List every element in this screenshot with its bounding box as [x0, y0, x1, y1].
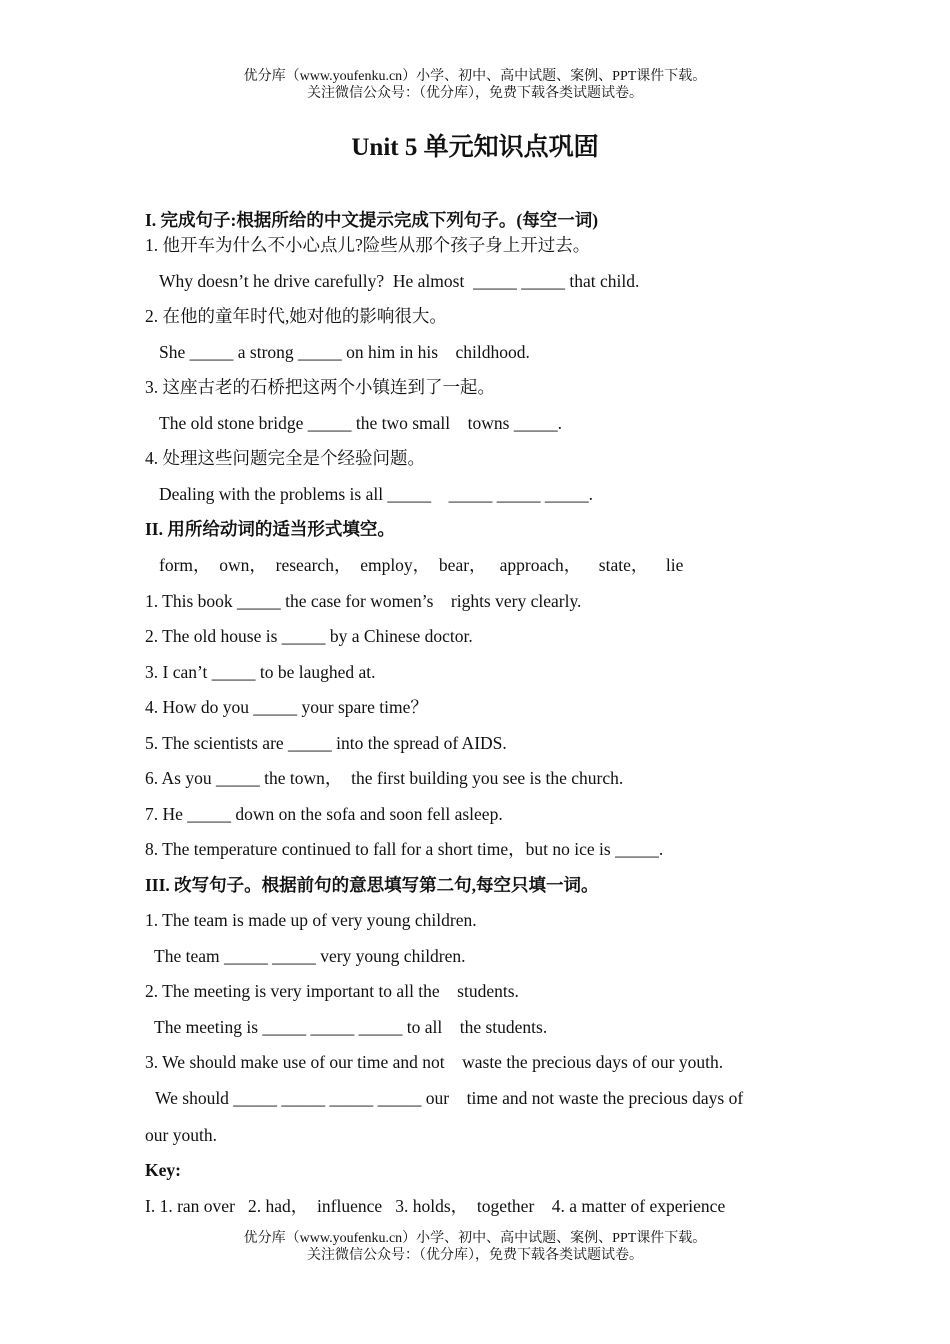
- section-3-q3-original: 3. We should make use of our time and not waste the precious days of our youth.: [145, 1052, 724, 1072]
- section-2-q7: 7. He _____ down on the sofa and soon fell asleep.: [145, 804, 503, 824]
- section-1-q1-english: Why doesn’t he drive carefully? He almost _____ _____ that child.: [159, 271, 640, 291]
- section-1-q2-english: She _____ a strong _____ on him in his childhood.: [159, 342, 530, 362]
- section-2-q2: 2. The old house is _____ by a Chinese doctor.: [145, 626, 473, 646]
- section-3-heading: III. 改写句子。根据前句的意思填写第二句,每空只填一词。: [145, 875, 599, 895]
- section-2-q1: 1. This book _____ the case for women’s rights very clearly.: [145, 591, 582, 611]
- section-2-q5: 5. The scientists are _____ into the spread of AIDS.: [145, 733, 507, 753]
- page-header: [0, 68, 950, 102]
- page-title: Unit 5 单元知识点巩固: [351, 134, 599, 161]
- section-2-q6: 6. As you _____ the town， the first building you see is the church.: [145, 768, 624, 788]
- section-1-q1-chinese: 1. 他开车为什么不小心点儿?险些从那个孩子身上开过去。: [145, 235, 591, 255]
- section-3-q1-rewrite: The team _____ _____ very young children.: [154, 946, 466, 966]
- section-3-q2-rewrite: The meeting is _____ _____ _____ to all the students.: [154, 1017, 548, 1037]
- section-3-q3-rewrite: We should _____ _____ _____ _____ our time and not waste the precious days of: [155, 1088, 744, 1108]
- page-footer: [0, 1230, 950, 1264]
- section-2-q4: 4. How do you _____ your spare time？: [145, 697, 428, 717]
- section-2-word-bank: form， own， research， employ， bear， approach， state， lie: [159, 555, 684, 575]
- header-line-1: 优分库（www.youfenku.cn）小学、初中、高中试题、案例、PPT课件下载。: [243, 69, 707, 84]
- section-3-q2-original: 2. The meeting is very important to all the students.: [145, 981, 519, 1001]
- section-2-heading: II. 用所给动词的适当形式填空。: [145, 519, 395, 539]
- section-2-q3: 3. I can’t _____ to be laughed at.: [145, 662, 376, 682]
- section-1-q4-english: Dealing with the problems is all _____ _____ _____ _____.: [159, 484, 594, 504]
- section-1-q2-chinese: 2. 在他的童年时代,她对他的影响很大。: [145, 306, 447, 326]
- answer-key-label: Key:: [145, 1160, 181, 1180]
- header-line-2: 关注微信公众号：（优分库），免费下载各类试题试卷。: [307, 86, 643, 101]
- section-3-q3-rewrite-continued: our youth.: [145, 1125, 217, 1145]
- answer-key-line-1: I. 1. ran over 2. had， influence 3. holds， together 4. a matter of experience: [145, 1196, 726, 1216]
- footer-line-1: 优分库（www.youfenku.cn）小学、初中、高中试题、案例、PPT课件下载。: [243, 1231, 707, 1246]
- section-2-q8: 8. The temperature continued to fall for a short time，but no ice is _____.: [145, 839, 664, 859]
- footer-line-2: 关注微信公众号：（优分库），免费下载各类试题试卷。: [307, 1248, 643, 1263]
- section-1-q3-chinese: 3. 这座古老的石桥把这两个小镇连到了一起。: [145, 377, 495, 397]
- section-3-q1-original: 1. The team is made up of very young children.: [145, 910, 477, 930]
- section-1-q4-chinese: 4. 处理这些问题完全是个经验问题。: [145, 448, 425, 468]
- section-1-q3-english: The old stone bridge _____ the two small towns _____.: [159, 413, 562, 433]
- section-1-heading: I. 完成句子:根据所给的中文提示完成下列句子。(每空一词): [145, 210, 599, 230]
